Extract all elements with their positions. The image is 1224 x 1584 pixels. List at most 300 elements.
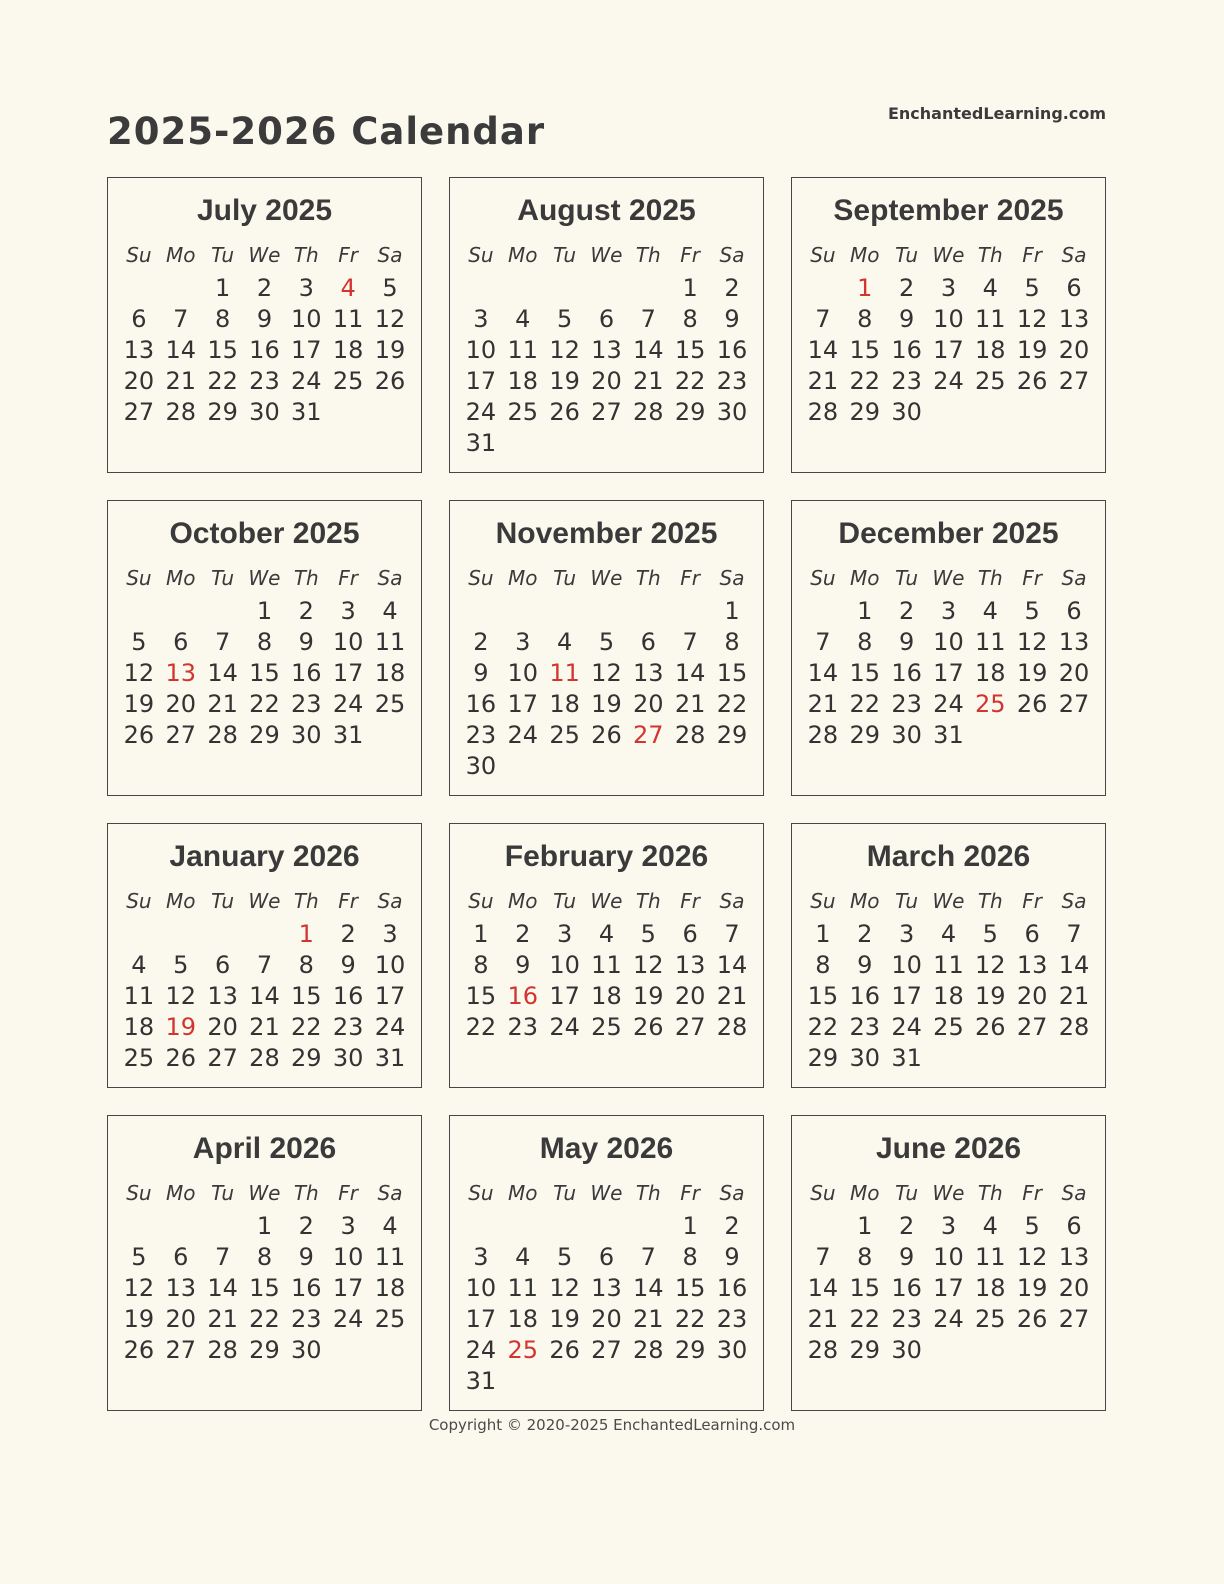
weekday-cell: We [248,889,281,913]
weekday-cell: Sa [719,889,745,913]
day-cell: 4 [131,950,147,979]
weekday-cell: Sa [1061,889,1087,913]
weekday-cell: Th [293,566,319,590]
day-cell: 20 [165,689,197,718]
day-cell: 27 [674,1012,706,1041]
weekday-cell: Su [468,243,494,267]
week-row [802,1303,1095,1334]
day-cell: 3 [340,596,356,625]
day-cell: 22 [849,689,881,718]
day-cell: 25 [507,397,539,426]
day-cell: 22 [807,1012,839,1041]
month-table [118,238,411,427]
day-cell: 13 [1016,950,1048,979]
day-cell: 25 [374,689,406,718]
day-cell: 21 [249,1012,280,1041]
month-title: March 2026 [866,840,1031,873]
empty-day-cell [369,396,411,427]
day-cell: 8 [298,950,314,979]
week-row [118,334,411,365]
day-cell: 21 [207,1304,238,1333]
day-cell: 19 [1016,1273,1048,1302]
day-cell: 24 [933,366,964,395]
weekday-header-row [802,561,1095,595]
empty-day-cell [586,1365,628,1396]
day-cell: 20 [207,1012,238,1041]
day-cell: 5 [1024,1211,1040,1240]
day-cell: 9 [256,304,273,333]
day-cell: 15 [674,1273,706,1302]
day-cell: 12 [549,335,580,364]
empty-day-cell [544,272,586,303]
day-cell: 19 [165,1012,197,1041]
empty-day-cell [627,750,669,781]
empty-day-cell [1011,1334,1053,1365]
week-row [802,1042,1095,1073]
day-cell: 5 [131,627,147,656]
day-cell: 14 [1058,950,1090,979]
day-cell: 17 [291,335,322,364]
day-cell: 17 [465,1304,497,1333]
day-cell: 23 [849,1012,881,1041]
week-row [118,1272,411,1303]
day-cell: 8 [256,627,273,656]
day-cell: 18 [975,335,1006,364]
day-cell: 12 [633,950,664,979]
day-cell: 2 [473,627,489,656]
weekday-cell: Fr [338,889,358,913]
weekday-cell: We [248,1181,281,1205]
empty-day-cell [928,1042,970,1073]
day-cell: 16 [716,1273,748,1302]
week-row [118,303,411,334]
day-cell: 27 [1016,1012,1048,1041]
day-cell: 18 [507,366,539,395]
weekday-cell: Su [810,566,836,590]
day-cell: 21 [807,1304,839,1333]
day-cell: 21 [207,689,238,718]
empty-day-cell [969,1042,1011,1073]
empty-day-cell [369,719,411,750]
day-cell: 5 [640,919,656,948]
weekday-cell: Sa [377,566,403,590]
day-cell: 12 [1016,304,1048,333]
day-cell: 23 [291,1304,322,1333]
day-cell: 10 [291,304,322,333]
day-cell: 21 [1058,981,1090,1010]
day-cell: 14 [807,335,839,364]
empty-day-cell [711,427,753,458]
weekday-cell: Fr [338,566,358,590]
day-cell: 18 [975,658,1006,687]
day-cell: 29 [207,397,238,426]
weekday-header-row [460,884,753,918]
day-cell: 23 [891,1304,922,1333]
day-cell: 22 [249,689,280,718]
day-cell: 2 [724,1211,740,1240]
day-cell: 1 [256,1211,273,1240]
day-cell: 27 [591,1335,622,1364]
weekday-cell: Tu [895,1181,919,1205]
day-cell: 11 [507,335,539,364]
empty-day-cell [586,272,628,303]
day-cell: 5 [556,1242,573,1271]
day-cell: 3 [473,1242,489,1271]
day-cell: 15 [849,658,881,687]
day-cell: 27 [633,720,664,749]
weekday-header-row [802,1176,1095,1210]
month-table [118,1176,411,1365]
day-cell: 9 [473,658,489,687]
weekday-cell: Tu [553,243,577,267]
day-cell: 26 [123,1335,155,1364]
day-cell: 31 [891,1043,922,1072]
day-cell: 25 [507,1335,539,1364]
day-cell: 11 [549,658,580,687]
day-cell: 17 [332,1273,364,1302]
day-cell: 14 [633,1273,664,1302]
day-cell: 16 [507,981,539,1010]
month-table [460,1176,753,1396]
month-card-may-2026 [449,1115,764,1411]
month-card-august-2025 [449,177,764,473]
day-cell: 18 [123,1012,155,1041]
day-cell: 23 [891,366,922,395]
weekday-cell: Su [468,1181,494,1205]
day-cell: 7 [682,627,698,656]
week-row [118,980,411,1011]
week-row [460,1365,753,1396]
day-cell: 27 [165,720,197,749]
day-cell: 4 [340,273,356,302]
day-cell: 21 [807,366,839,395]
day-cell: 13 [165,658,197,687]
empty-day-cell [928,1334,970,1365]
day-cell: 18 [975,1273,1006,1302]
day-cell: 3 [940,273,957,302]
weekday-header-row [460,561,753,595]
week-row [118,1334,411,1365]
day-cell: 25 [933,1012,964,1041]
empty-day-cell [586,427,628,458]
day-cell: 9 [898,304,915,333]
weekday-cell: Fr [680,1181,700,1205]
weekday-cell: Sa [719,566,745,590]
day-cell: 16 [249,335,280,364]
day-cell: 6 [173,1242,189,1271]
day-cell: 12 [374,304,406,333]
day-cell: 5 [556,304,573,333]
empty-day-cell [118,1210,160,1241]
month-title: December 2025 [838,517,1059,550]
week-row [118,626,411,657]
empty-day-cell [1011,396,1053,427]
day-cell: 3 [382,919,398,948]
day-cell: 15 [291,981,322,1010]
day-cell: 12 [975,950,1006,979]
day-cell: 14 [207,658,238,687]
day-cell: 10 [891,950,922,979]
calendar-grid [107,177,1106,1411]
weekday-cell: Su [126,566,152,590]
day-cell: 23 [716,1304,748,1333]
day-cell: 22 [716,689,748,718]
day-cell: 27 [165,1335,197,1364]
day-cell: 17 [933,658,964,687]
day-cell: 21 [674,689,706,718]
day-cell: 16 [891,658,922,687]
day-cell: 29 [849,397,881,426]
week-row [460,1210,753,1241]
weekday-header-row [118,238,411,272]
week-row [460,1334,753,1365]
day-cell: 1 [682,1211,698,1240]
day-cell: 23 [465,720,497,749]
empty-day-cell [802,1210,844,1241]
day-cell: 29 [807,1043,839,1072]
day-cell: 11 [975,304,1006,333]
day-cell: 6 [1066,273,1082,302]
month-table [802,1176,1095,1365]
day-cell: 16 [465,689,497,718]
empty-day-cell [1011,719,1053,750]
day-cell: 20 [591,1304,622,1333]
day-cell: 28 [249,1043,280,1072]
day-cell: 28 [207,1335,238,1364]
weekday-header-row [118,884,411,918]
empty-day-cell [502,1210,544,1241]
day-cell: 31 [465,428,497,457]
empty-day-cell [460,595,502,626]
day-cell: 27 [207,1043,238,1072]
day-cell: 11 [374,1242,406,1271]
week-row [802,1272,1095,1303]
day-cell: 16 [716,335,748,364]
day-cell: 19 [549,1304,580,1333]
weekday-cell: Su [126,243,152,267]
empty-day-cell [1053,719,1095,750]
empty-day-cell [586,750,628,781]
month-table [118,561,411,750]
empty-day-cell [969,719,1011,750]
weekday-header-row [460,1176,753,1210]
day-cell: 31 [933,720,964,749]
weekday-cell: Tu [553,566,577,590]
month-table [802,884,1095,1073]
day-cell: 21 [165,366,197,395]
day-cell: 20 [1058,335,1090,364]
day-cell: 26 [165,1043,197,1072]
day-cell: 10 [507,658,539,687]
day-cell: 10 [374,950,406,979]
day-cell: 16 [291,1273,322,1302]
day-cell: 19 [123,689,155,718]
day-cell: 30 [291,1335,322,1364]
day-cell: 2 [298,1211,314,1240]
day-cell: 30 [716,1335,748,1364]
empty-day-cell [1053,1334,1095,1365]
day-cell: 30 [716,397,748,426]
month-title: August 2025 [517,194,696,227]
day-cell: 5 [598,627,615,656]
day-cell: 31 [332,720,364,749]
day-cell: 31 [465,1366,497,1395]
weekday-cell: Su [810,889,836,913]
empty-day-cell [669,427,711,458]
day-cell: 6 [682,919,698,948]
day-cell: 25 [975,689,1006,718]
weekday-cell: Sa [719,1181,745,1205]
empty-day-cell [802,272,844,303]
weekday-cell: Tu [553,889,577,913]
week-row [118,1303,411,1334]
week-row [118,719,411,750]
weekday-cell: Fr [1022,889,1042,913]
weekday-cell: Tu [895,566,919,590]
weekday-cell: Th [635,889,661,913]
day-cell: 30 [891,1335,922,1364]
day-cell: 18 [549,689,580,718]
week-row [460,657,753,688]
day-cell: 26 [374,366,406,395]
day-cell: 2 [898,273,915,302]
day-cell: 25 [549,720,580,749]
day-cell: 14 [807,1273,839,1302]
day-cell: 24 [549,1012,580,1041]
day-cell: 4 [515,304,531,333]
weekday-cell: Tu [211,1181,235,1205]
day-cell: 8 [214,304,231,333]
empty-day-cell [160,918,202,949]
day-cell: 8 [682,1242,698,1271]
day-cell: 30 [249,397,280,426]
day-cell: 3 [340,1211,356,1240]
day-cell: 30 [291,720,322,749]
day-cell: 15 [465,981,497,1010]
day-cell: 12 [549,1273,580,1302]
weekday-cell: Fr [680,889,700,913]
day-cell: 23 [332,1012,364,1041]
week-row [460,272,753,303]
weekday-cell: Mo [166,566,196,590]
weekday-cell: Mo [166,243,196,267]
weekday-cell: Tu [895,889,919,913]
week-row [802,595,1095,626]
day-cell: 29 [849,1335,881,1364]
empty-day-cell [502,427,544,458]
day-cell: 28 [716,1012,748,1041]
day-cell: 23 [291,689,322,718]
weekday-cell: Fr [338,243,358,267]
page-title: 2025-2026 Calendar [107,110,546,153]
month-card-july-2025 [107,177,422,473]
day-cell: 13 [165,1273,197,1302]
day-cell: 13 [207,981,238,1010]
day-cell: 9 [724,304,740,333]
week-row [460,1272,753,1303]
day-cell: 19 [1016,658,1048,687]
day-cell: 7 [173,304,189,333]
month-title: June 2026 [875,1132,1022,1165]
day-cell: 22 [465,1012,497,1041]
weekday-cell: Sa [1061,566,1087,590]
month-title: July 2025 [196,194,333,227]
week-row [460,595,753,626]
day-cell: 31 [291,397,322,426]
day-cell: 30 [849,1043,881,1072]
day-cell: 15 [249,1273,280,1302]
day-cell: 7 [1066,919,1082,948]
weekday-cell: Th [977,243,1003,267]
day-cell: 29 [249,1335,280,1364]
day-cell: 12 [1016,627,1048,656]
day-cell: 11 [507,1273,539,1302]
day-cell: 10 [332,627,364,656]
day-cell: 4 [982,596,998,625]
day-cell: 15 [716,658,748,687]
day-cell: 15 [807,981,839,1010]
day-cell: 1 [857,273,873,302]
day-cell: 4 [982,1211,998,1240]
day-cell: 1 [473,919,489,948]
day-cell: 11 [975,1242,1006,1271]
weekday-cell: Th [293,889,319,913]
day-cell: 11 [123,981,155,1010]
weekday-cell: Sa [1061,243,1087,267]
week-row [118,1241,411,1272]
day-cell: 3 [898,919,915,948]
day-cell: 2 [298,596,314,625]
day-cell: 20 [1016,981,1048,1010]
empty-day-cell [460,272,502,303]
site-name: EnchantedLearning.com [887,104,1106,123]
empty-day-cell [1053,1042,1095,1073]
day-cell: 28 [165,397,197,426]
month-title: November 2025 [495,517,718,550]
month-card-september-2025 [791,177,1106,473]
month-card-march-2026 [791,823,1106,1088]
day-cell: 18 [507,1304,539,1333]
day-cell: 19 [374,335,406,364]
day-cell: 30 [465,751,497,780]
empty-day-cell [1011,1042,1053,1073]
day-cell: 20 [165,1304,197,1333]
day-cell: 2 [724,273,740,302]
day-cell: 16 [849,981,881,1010]
weekday-cell: We [248,243,281,267]
weekday-cell: We [590,889,623,913]
day-cell: 4 [515,1242,531,1271]
weekday-cell: Th [635,1181,661,1205]
empty-day-cell [502,1365,544,1396]
weekday-cell: Th [635,243,661,267]
day-cell: 24 [933,1304,964,1333]
empty-day-cell [327,396,369,427]
weekday-cell: Th [293,243,319,267]
week-row [118,1011,411,1042]
day-cell: 28 [207,720,238,749]
day-cell: 21 [633,366,664,395]
day-cell: 19 [123,1304,155,1333]
empty-day-cell [502,272,544,303]
weekday-cell: We [932,1181,965,1205]
month-table [460,561,753,781]
day-cell: 24 [332,689,364,718]
day-cell: 7 [214,1242,231,1271]
day-cell: 23 [507,1012,539,1041]
week-row [118,1210,411,1241]
day-cell: 12 [123,658,155,687]
